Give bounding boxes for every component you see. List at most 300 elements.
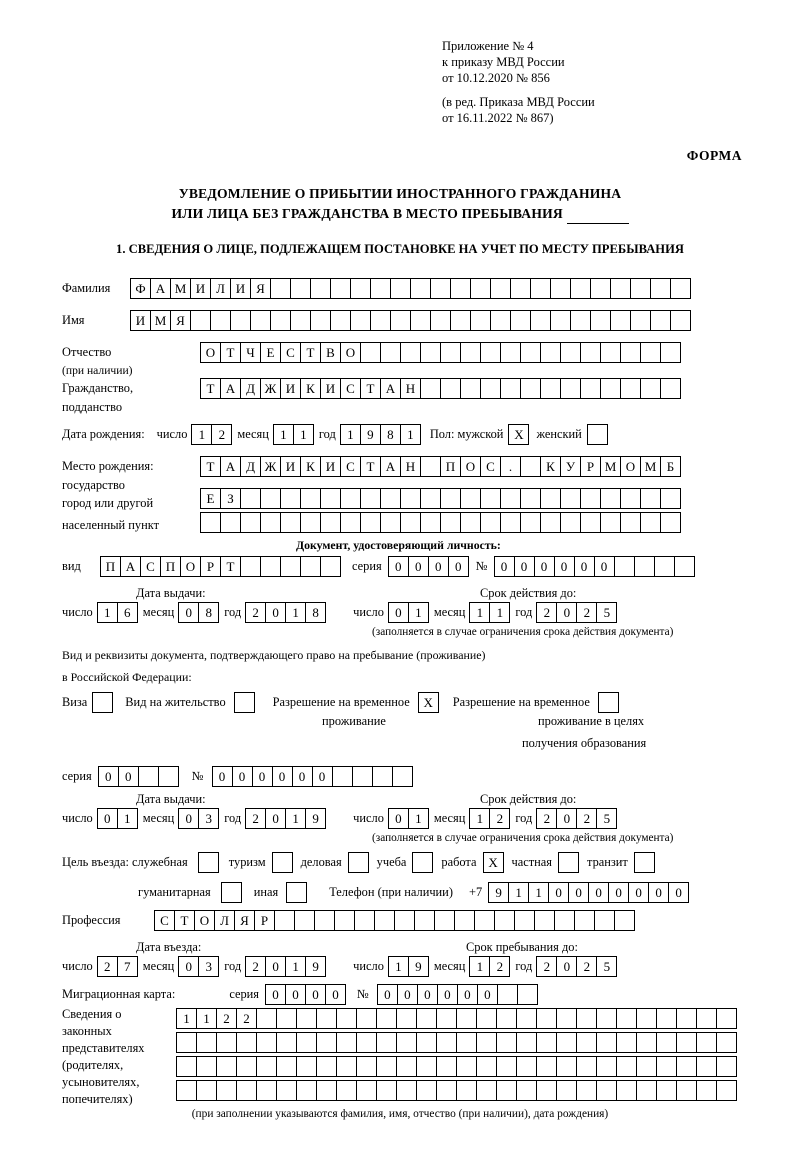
form-cell[interactable]: Р: [580, 456, 601, 477]
form-cell[interactable]: [490, 310, 511, 331]
form-cell[interactable]: [616, 1056, 637, 1077]
form-cell[interactable]: [196, 1080, 217, 1101]
entry-year-input[interactable]: [245, 956, 325, 977]
form-cell[interactable]: 1: [176, 1008, 197, 1029]
form-cell[interactable]: С: [140, 556, 161, 577]
form-cell[interactable]: [520, 342, 541, 363]
form-cell[interactable]: [576, 1080, 597, 1101]
form-cell[interactable]: Р: [200, 556, 221, 577]
form-cell[interactable]: С: [480, 456, 501, 477]
permit-issue-month-input[interactable]: [178, 808, 218, 829]
form-cell[interactable]: 0: [388, 808, 409, 829]
form-cell[interactable]: [620, 378, 641, 399]
name-input[interactable]: [130, 310, 690, 331]
form-cell[interactable]: [514, 910, 535, 931]
form-cell[interactable]: [494, 910, 515, 931]
form-cell[interactable]: 2: [536, 808, 557, 829]
form-cell[interactable]: 0: [417, 984, 438, 1005]
form-cell[interactable]: [596, 1032, 617, 1053]
form-cell[interactable]: [636, 1056, 657, 1077]
form-cell[interactable]: [510, 310, 531, 331]
form-cell[interactable]: 0: [272, 766, 293, 787]
form-cell[interactable]: 1: [97, 602, 118, 623]
form-cell[interactable]: [274, 910, 295, 931]
form-cell[interactable]: [614, 910, 635, 931]
form-cell[interactable]: 0: [494, 556, 515, 577]
purpose-work-checkbox[interactable]: X: [483, 852, 504, 873]
stay-day-input[interactable]: [388, 956, 428, 977]
form-cell[interactable]: М: [640, 456, 661, 477]
form-cell[interactable]: [280, 556, 301, 577]
form-cell[interactable]: 0: [178, 956, 199, 977]
form-cell[interactable]: [480, 488, 501, 509]
form-cell[interactable]: Л: [210, 278, 231, 299]
permit-issue-year-input[interactable]: [245, 808, 325, 829]
form-cell[interactable]: [496, 1056, 517, 1077]
form-cell[interactable]: [260, 556, 281, 577]
form-cell[interactable]: Ж: [260, 456, 281, 477]
form-cell[interactable]: [436, 1056, 457, 1077]
form-cell[interactable]: 2: [536, 956, 557, 977]
form-cell[interactable]: [230, 310, 251, 331]
form-cell[interactable]: [520, 456, 541, 477]
form-cell[interactable]: [460, 512, 481, 533]
form-cell[interactable]: [370, 310, 391, 331]
form-cell[interactable]: [456, 1056, 477, 1077]
form-cell[interactable]: [380, 488, 401, 509]
form-cell[interactable]: [497, 984, 518, 1005]
form-cell[interactable]: [574, 910, 595, 931]
form-cell[interactable]: [320, 512, 341, 533]
form-cell[interactable]: [656, 1080, 677, 1101]
form-cell[interactable]: [630, 310, 651, 331]
form-cell[interactable]: [290, 310, 311, 331]
form-cell[interactable]: [250, 310, 271, 331]
form-cell[interactable]: Р: [254, 910, 275, 931]
form-cell[interactable]: [200, 512, 221, 533]
form-cell[interactable]: [296, 1032, 317, 1053]
doc-valid-month-input[interactable]: [469, 602, 509, 623]
form-cell[interactable]: [576, 1056, 597, 1077]
form-cell[interactable]: [236, 1080, 257, 1101]
mig-number-input[interactable]: [377, 984, 537, 1005]
form-cell[interactable]: [196, 1056, 217, 1077]
form-cell[interactable]: [216, 1032, 237, 1053]
form-cell[interactable]: [294, 910, 315, 931]
form-cell[interactable]: [332, 766, 353, 787]
form-cell[interactable]: 1: [388, 956, 409, 977]
form-cell[interactable]: 0: [397, 984, 418, 1005]
form-cell[interactable]: [500, 378, 521, 399]
phone-input[interactable]: [488, 882, 688, 903]
form-cell[interactable]: [716, 1056, 737, 1077]
form-cell[interactable]: 1: [469, 602, 490, 623]
form-cell[interactable]: [416, 1032, 437, 1053]
form-cell[interactable]: [260, 488, 281, 509]
form-cell[interactable]: К: [300, 378, 321, 399]
stay-year-input[interactable]: [536, 956, 616, 977]
form-cell[interactable]: [660, 488, 681, 509]
form-cell[interactable]: 7: [117, 956, 138, 977]
temp-residence-checkbox[interactable]: X: [418, 692, 439, 713]
form-cell[interactable]: Т: [200, 378, 221, 399]
form-cell[interactable]: [660, 512, 681, 533]
form-cell[interactable]: [696, 1008, 717, 1029]
form-cell[interactable]: [496, 1008, 517, 1029]
form-cell[interactable]: [360, 488, 381, 509]
form-cell[interactable]: 0: [628, 882, 649, 903]
form-cell[interactable]: [396, 1032, 417, 1053]
form-cell[interactable]: [380, 342, 401, 363]
form-cell[interactable]: [610, 278, 631, 299]
form-cell[interactable]: [536, 1032, 557, 1053]
form-cell[interactable]: 0: [457, 984, 478, 1005]
form-cell[interactable]: 0: [594, 556, 615, 577]
form-cell[interactable]: З: [220, 488, 241, 509]
form-cell[interactable]: 0: [388, 556, 409, 577]
form-cell[interactable]: 2: [245, 956, 266, 977]
form-cell[interactable]: А: [380, 456, 401, 477]
form-cell[interactable]: [256, 1080, 277, 1101]
form-cell[interactable]: 0: [98, 766, 119, 787]
form-cell[interactable]: [640, 378, 661, 399]
form-cell[interactable]: 1: [469, 808, 490, 829]
form-cell[interactable]: [570, 310, 591, 331]
form-cell[interactable]: 1: [285, 602, 306, 623]
form-cell[interactable]: 8: [305, 602, 326, 623]
entry-month-input[interactable]: [178, 956, 218, 977]
form-cell[interactable]: 0: [265, 808, 286, 829]
form-cell[interactable]: 1: [469, 956, 490, 977]
form-cell[interactable]: [620, 488, 641, 509]
form-cell[interactable]: 0: [265, 956, 286, 977]
form-cell[interactable]: [394, 910, 415, 931]
form-cell[interactable]: Ч: [240, 342, 261, 363]
form-cell[interactable]: М: [170, 278, 191, 299]
form-cell[interactable]: П: [160, 556, 181, 577]
form-cell[interactable]: [470, 278, 491, 299]
form-cell[interactable]: О: [460, 456, 481, 477]
form-cell[interactable]: 2: [576, 808, 597, 829]
form-cell[interactable]: [276, 1080, 297, 1101]
form-cell[interactable]: [716, 1008, 737, 1029]
form-cell[interactable]: [316, 1008, 337, 1029]
form-cell[interactable]: И: [190, 278, 211, 299]
form-cell[interactable]: 1: [508, 882, 529, 903]
form-cell[interactable]: [460, 488, 481, 509]
purpose-transit-checkbox[interactable]: [634, 852, 655, 873]
form-cell[interactable]: 8: [198, 602, 219, 623]
form-cell[interactable]: [296, 1056, 317, 1077]
form-cell[interactable]: [370, 278, 391, 299]
form-cell[interactable]: П: [440, 456, 461, 477]
form-cell[interactable]: 0: [548, 882, 569, 903]
edu-residence-checkbox[interactable]: [598, 692, 619, 713]
purpose-humanitarian-checkbox[interactable]: [221, 882, 242, 903]
form-cell[interactable]: [580, 378, 601, 399]
sex-female-checkbox[interactable]: [587, 424, 608, 445]
form-cell[interactable]: [550, 310, 571, 331]
form-cell[interactable]: 2: [211, 424, 232, 445]
form-cell[interactable]: 0: [514, 556, 535, 577]
form-cell[interactable]: 0: [265, 602, 286, 623]
form-cell[interactable]: [476, 1080, 497, 1101]
form-cell[interactable]: [676, 1056, 697, 1077]
form-cell[interactable]: [356, 1008, 377, 1029]
form-cell[interactable]: [716, 1080, 737, 1101]
form-cell[interactable]: [534, 910, 555, 931]
form-cell[interactable]: 5: [596, 956, 617, 977]
form-cell[interactable]: Т: [200, 456, 221, 477]
form-cell[interactable]: 0: [97, 808, 118, 829]
form-cell[interactable]: 0: [437, 984, 458, 1005]
form-cell[interactable]: [536, 1080, 557, 1101]
form-cell[interactable]: [240, 556, 261, 577]
form-cell[interactable]: [590, 310, 611, 331]
form-cell[interactable]: [210, 310, 231, 331]
form-cell[interactable]: [456, 1032, 477, 1053]
form-cell[interactable]: 0: [265, 984, 286, 1005]
form-cell[interactable]: [336, 1032, 357, 1053]
form-cell[interactable]: [530, 310, 551, 331]
doctype-input[interactable]: [100, 556, 340, 577]
form-cell[interactable]: 0: [232, 766, 253, 787]
form-cell[interactable]: [296, 1008, 317, 1029]
form-cell[interactable]: [420, 378, 441, 399]
form-cell[interactable]: 3: [198, 808, 219, 829]
form-cell[interactable]: [216, 1080, 237, 1101]
form-cell[interactable]: [392, 766, 413, 787]
form-cell[interactable]: [516, 1008, 537, 1029]
form-cell[interactable]: [420, 456, 441, 477]
form-cell[interactable]: [650, 278, 671, 299]
permit-number-input[interactable]: [212, 766, 412, 787]
form-cell[interactable]: [280, 512, 301, 533]
legal-reps-input-row3[interactable]: [176, 1056, 736, 1077]
form-cell[interactable]: [516, 1056, 537, 1077]
form-cell[interactable]: 8: [380, 424, 401, 445]
form-cell[interactable]: [280, 488, 301, 509]
birth-month-input[interactable]: [273, 424, 313, 445]
form-cell[interactable]: [580, 342, 601, 363]
form-cell[interactable]: [436, 1080, 457, 1101]
form-cell[interactable]: [510, 278, 531, 299]
form-cell[interactable]: 0: [285, 984, 306, 1005]
form-cell[interactable]: [316, 1056, 337, 1077]
patronymic-input[interactable]: [200, 342, 680, 363]
form-cell[interactable]: [556, 1080, 577, 1101]
legal-reps-input-row1[interactable]: [176, 1008, 736, 1029]
form-cell[interactable]: [480, 378, 501, 399]
form-cell[interactable]: [550, 278, 571, 299]
form-cell[interactable]: Т: [360, 456, 381, 477]
form-cell[interactable]: [416, 1080, 437, 1101]
form-cell[interactable]: [670, 310, 691, 331]
form-cell[interactable]: Б: [660, 456, 681, 477]
form-cell[interactable]: Е: [260, 342, 281, 363]
form-cell[interactable]: 5: [596, 808, 617, 829]
form-cell[interactable]: Л: [214, 910, 235, 931]
form-cell[interactable]: [270, 278, 291, 299]
form-cell[interactable]: [356, 1032, 377, 1053]
form-cell[interactable]: [576, 1008, 597, 1029]
form-cell[interactable]: [300, 512, 321, 533]
form-cell[interactable]: [517, 984, 538, 1005]
form-cell[interactable]: 6: [117, 602, 138, 623]
form-cell[interactable]: [216, 1056, 237, 1077]
form-cell[interactable]: [260, 512, 281, 533]
form-cell[interactable]: [600, 342, 621, 363]
form-cell[interactable]: С: [154, 910, 175, 931]
form-cell[interactable]: 1: [408, 808, 429, 829]
form-cell[interactable]: [676, 1032, 697, 1053]
form-cell[interactable]: [320, 556, 341, 577]
form-cell[interactable]: [372, 766, 393, 787]
form-cell[interactable]: Ж: [260, 378, 281, 399]
form-cell[interactable]: Н: [400, 456, 421, 477]
form-cell[interactable]: [516, 1080, 537, 1101]
form-cell[interactable]: [196, 1032, 217, 1053]
form-cell[interactable]: 1: [285, 956, 306, 977]
form-cell[interactable]: Ф: [130, 278, 151, 299]
form-cell[interactable]: Я: [170, 310, 191, 331]
permit-valid-month-input[interactable]: [469, 808, 509, 829]
form-cell[interactable]: [556, 1032, 577, 1053]
form-cell[interactable]: [540, 378, 561, 399]
form-cell[interactable]: [556, 1008, 577, 1029]
form-cell[interactable]: [310, 310, 331, 331]
form-cell[interactable]: 1: [489, 602, 510, 623]
form-cell[interactable]: [330, 278, 351, 299]
form-cell[interactable]: [138, 766, 159, 787]
form-cell[interactable]: [640, 488, 661, 509]
form-cell[interactable]: 9: [305, 956, 326, 977]
form-cell[interactable]: [480, 342, 501, 363]
form-cell[interactable]: А: [380, 378, 401, 399]
form-cell[interactable]: [240, 512, 261, 533]
entry-day-input[interactable]: [97, 956, 137, 977]
form-cell[interactable]: О: [620, 456, 641, 477]
form-cell[interactable]: [460, 378, 481, 399]
form-cell[interactable]: 0: [574, 556, 595, 577]
form-cell[interactable]: [620, 512, 641, 533]
form-cell[interactable]: 0: [556, 808, 577, 829]
form-cell[interactable]: [454, 910, 475, 931]
form-cell[interactable]: [316, 1080, 337, 1101]
form-cell[interactable]: 0: [312, 766, 333, 787]
form-cell[interactable]: 0: [292, 766, 313, 787]
form-cell[interactable]: [496, 1032, 517, 1053]
purpose-study-checkbox[interactable]: [412, 852, 433, 873]
permit-valid-year-input[interactable]: [536, 808, 616, 829]
doc-issue-day-input[interactable]: [97, 602, 137, 623]
form-cell[interactable]: [500, 488, 521, 509]
form-cell[interactable]: Я: [250, 278, 271, 299]
form-cell[interactable]: [596, 1008, 617, 1029]
form-cell[interactable]: [536, 1008, 557, 1029]
form-cell[interactable]: [594, 910, 615, 931]
form-cell[interactable]: П: [100, 556, 121, 577]
form-cell[interactable]: [536, 1056, 557, 1077]
form-cell[interactable]: [416, 1008, 437, 1029]
form-cell[interactable]: [656, 1032, 677, 1053]
permit-valid-day-input[interactable]: [388, 808, 428, 829]
form-cell[interactable]: [440, 342, 461, 363]
form-cell[interactable]: 1: [340, 424, 361, 445]
form-cell[interactable]: Н: [400, 378, 421, 399]
form-cell[interactable]: С: [340, 378, 361, 399]
form-cell[interactable]: 0: [325, 984, 346, 1005]
form-cell[interactable]: [176, 1080, 197, 1101]
form-cell[interactable]: С: [340, 456, 361, 477]
form-cell[interactable]: [340, 488, 361, 509]
form-cell[interactable]: [420, 342, 441, 363]
form-cell[interactable]: [480, 512, 501, 533]
form-cell[interactable]: [450, 310, 471, 331]
citizenship-input[interactable]: [200, 378, 680, 399]
form-cell[interactable]: [620, 342, 641, 363]
form-cell[interactable]: 1: [196, 1008, 217, 1029]
legal-reps-input-row2[interactable]: [176, 1032, 736, 1053]
form-cell[interactable]: [490, 278, 511, 299]
permit-series-input[interactable]: [98, 766, 178, 787]
form-cell[interactable]: [360, 512, 381, 533]
form-cell[interactable]: [376, 1080, 397, 1101]
form-cell[interactable]: А: [220, 378, 241, 399]
surname-input[interactable]: [130, 278, 690, 299]
form-cell[interactable]: [236, 1056, 257, 1077]
form-cell[interactable]: 9: [408, 956, 429, 977]
form-cell[interactable]: [436, 1032, 457, 1053]
form-cell[interactable]: [440, 512, 461, 533]
form-cell[interactable]: 0: [568, 882, 589, 903]
form-cell[interactable]: [256, 1008, 277, 1029]
form-cell[interactable]: [236, 1032, 257, 1053]
form-cell[interactable]: [696, 1056, 717, 1077]
form-cell[interactable]: [390, 278, 411, 299]
form-cell[interactable]: [256, 1056, 277, 1077]
form-cell[interactable]: А: [150, 278, 171, 299]
form-cell[interactable]: 5: [596, 602, 617, 623]
form-cell[interactable]: 0: [388, 602, 409, 623]
form-cell[interactable]: 0: [556, 602, 577, 623]
form-cell[interactable]: 0: [428, 556, 449, 577]
form-cell[interactable]: [580, 488, 601, 509]
form-cell[interactable]: [576, 1032, 597, 1053]
birthplace-state-input[interactable]: [200, 456, 680, 477]
form-cell[interactable]: 0: [556, 956, 577, 977]
form-cell[interactable]: Т: [174, 910, 195, 931]
form-cell[interactable]: [340, 512, 361, 533]
form-cell[interactable]: [596, 1056, 617, 1077]
form-cell[interactable]: [310, 278, 331, 299]
form-cell[interactable]: 0: [477, 984, 498, 1005]
form-cell[interactable]: [300, 488, 321, 509]
form-cell[interactable]: [696, 1032, 717, 1053]
form-cell[interactable]: У: [560, 456, 581, 477]
form-cell[interactable]: [400, 342, 421, 363]
form-cell[interactable]: О: [340, 342, 361, 363]
form-cell[interactable]: И: [320, 456, 341, 477]
form-cell[interactable]: В: [320, 342, 341, 363]
form-cell[interactable]: 1: [528, 882, 549, 903]
form-cell[interactable]: [352, 766, 373, 787]
form-cell[interactable]: [560, 512, 581, 533]
form-cell[interactable]: 0: [588, 882, 609, 903]
form-cell[interactable]: [600, 378, 621, 399]
form-cell[interactable]: [410, 278, 431, 299]
form-cell[interactable]: 1: [400, 424, 421, 445]
